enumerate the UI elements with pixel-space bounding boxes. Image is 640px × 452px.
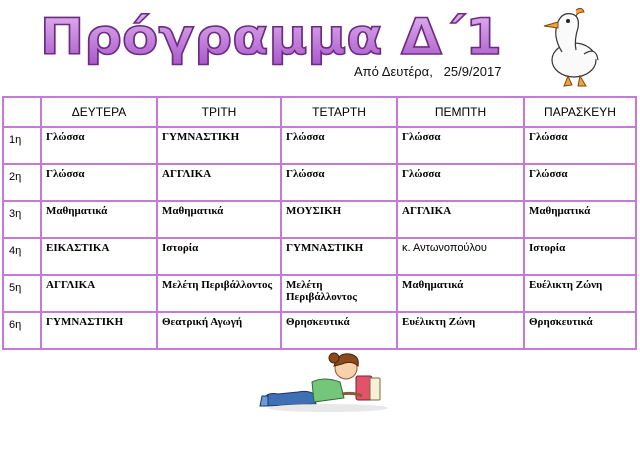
table-row (3, 312, 636, 349)
lesson-cell: ΓΥΜΝΑΣΤΙΚΗ (41, 312, 157, 349)
lesson-cell: Ιστορία (157, 238, 281, 275)
lesson-cell: Γλώσσα (41, 127, 157, 164)
lesson-cell: Γλώσσα (397, 164, 524, 201)
lesson-cell: Ιστορία (524, 238, 636, 275)
lesson-cell: Μαθηματικά (157, 201, 281, 238)
page-title-text: Πρόγραμμα Δ΄1 (40, 8, 502, 66)
table-row (3, 164, 636, 201)
table-row (3, 275, 636, 312)
lesson-cell: Μελέτη Περιβάλλοντος (281, 275, 397, 312)
date-subtitle: Από Δευτέρα, 25/9/2017 (354, 64, 502, 79)
lesson-cell: Μαθηματικά (524, 201, 636, 238)
day-header: ΔΕΥΤΕΡΑ (41, 97, 157, 127)
period-label: 1η (3, 127, 41, 164)
table-row (3, 201, 636, 238)
lesson-cell: Θρησκευτικά (524, 312, 636, 349)
period-label: 6η (3, 312, 41, 349)
lesson-cell: ΓΥΜΝΑΣΤΙΚΗ (157, 127, 281, 164)
lesson-cell: ΑΓΓΛΙΚΑ (157, 164, 281, 201)
lesson-cell: ΕΙΚΑΣΤΙΚΑ (41, 238, 157, 275)
day-header: ΠΑΡΑΣΚΕΥΗ (524, 97, 636, 127)
lesson-cell: Γλώσσα (524, 127, 636, 164)
lesson-cell: Γλώσσα (41, 164, 157, 201)
corner-cell (3, 97, 41, 127)
lesson-cell: Γλώσσα (281, 127, 397, 164)
lesson-cell: Μαθηματικά (41, 201, 157, 238)
lesson-cell: Γλώσσα (397, 127, 524, 164)
period-label: 2η (3, 164, 41, 201)
day-header: ΤΡΙΤΗ (157, 97, 281, 127)
table-row (3, 238, 636, 275)
lesson-cell: ΑΓΓΛΙΚΑ (397, 201, 524, 238)
table-header-row (3, 97, 636, 127)
lesson-cell: Γλώσσα (524, 164, 636, 201)
day-header: ΠΕΜΠΤΗ (397, 97, 524, 127)
reading-girl-cartoon-icon (258, 348, 390, 414)
lesson-cell: Θεατρική Αγωγή (157, 312, 281, 349)
lesson-cell: ΜΟΥΣΙΚΗ (281, 201, 397, 238)
lesson-cell: Θρησκευτικά (281, 312, 397, 349)
lesson-cell: Γλώσσα (281, 164, 397, 201)
page-title (36, 4, 506, 66)
day-header: ΤΕΤΑΡΤΗ (281, 97, 397, 127)
lesson-cell: ΓΥΜΝΑΣΤΙΚΗ (281, 238, 397, 275)
lesson-cell: ΑΓΓΛΙΚΑ (41, 275, 157, 312)
lesson-cell: Μαθηματικά (397, 275, 524, 312)
lesson-cell: Μελέτη Περιβάλλοντος (157, 275, 281, 312)
period-label: 3η (3, 201, 41, 238)
period-label: 4η (3, 238, 41, 275)
table-row (3, 127, 636, 164)
period-label: 5η (3, 275, 41, 312)
lesson-cell: Ευέλικτη Ζώνη (397, 312, 524, 349)
schedule-table (2, 96, 637, 350)
lesson-cell: κ. Αντωνοπούλου (397, 238, 524, 275)
lesson-cell: Ευέλικτη Ζώνη (524, 275, 636, 312)
duck-cartoon-icon (538, 6, 604, 88)
